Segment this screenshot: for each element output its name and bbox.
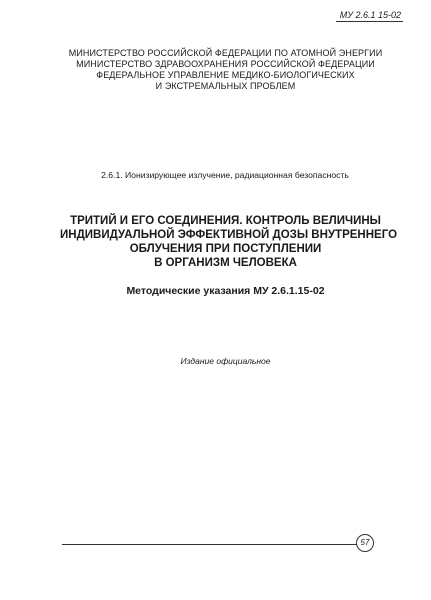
doc-code: МУ 2.6.1 15-02 [336, 10, 403, 22]
ministry-line: ФЕДЕРАЛЬНОЕ УПРАВЛЕНИЕ МЕДИКО-БИОЛОГИЧЕСКИХ [96, 70, 355, 80]
ministry-line: МИНИСТЕРСТВО ЗДРАВООХРАНЕНИЯ РОССИЙСКОЙ ФЕДЕРАЦИИ [76, 59, 375, 69]
document-title [60, 214, 398, 270]
category-line: 2.6.1. Ионизирующее излучение, радиационная безопасность [101, 170, 349, 180]
edition-note: Издание официальное [180, 356, 271, 366]
footer-divider [62, 544, 357, 545]
page-number-badge: 57 [356, 534, 374, 552]
title-line: ОБЛУЧЕНИЯ ПРИ ПОСТУПЛЕНИИ [129, 243, 322, 255]
title-line: В ОРГАНИЗМ ЧЕЛОВЕКА [154, 257, 297, 269]
ministries-block [60, 48, 391, 92]
ministry-line: И ЭКСТРЕМАЛЬНЫХ ПРОБЛЕМ [155, 81, 296, 91]
title-line: ТРИТИЙ И ЕГО СОЕДИНЕНИЯ. КОНТРОЛЬ ВЕЛИЧИНЫ [70, 215, 381, 227]
ministry-line: МИНИСТЕРСТВО РОССИЙСКОЙ ФЕДЕРАЦИИ ПО АТОМНОЙ ЭНЕРГИИ [68, 48, 383, 58]
document-subtitle: Методические указания МУ 2.6.1.15-02 [126, 285, 325, 297]
title-line: ИНДИВИДУАЛЬНОЙ ЭФФЕКТИВНОЙ ДОЗЫ ВНУТРЕННЕГО [60, 229, 398, 241]
